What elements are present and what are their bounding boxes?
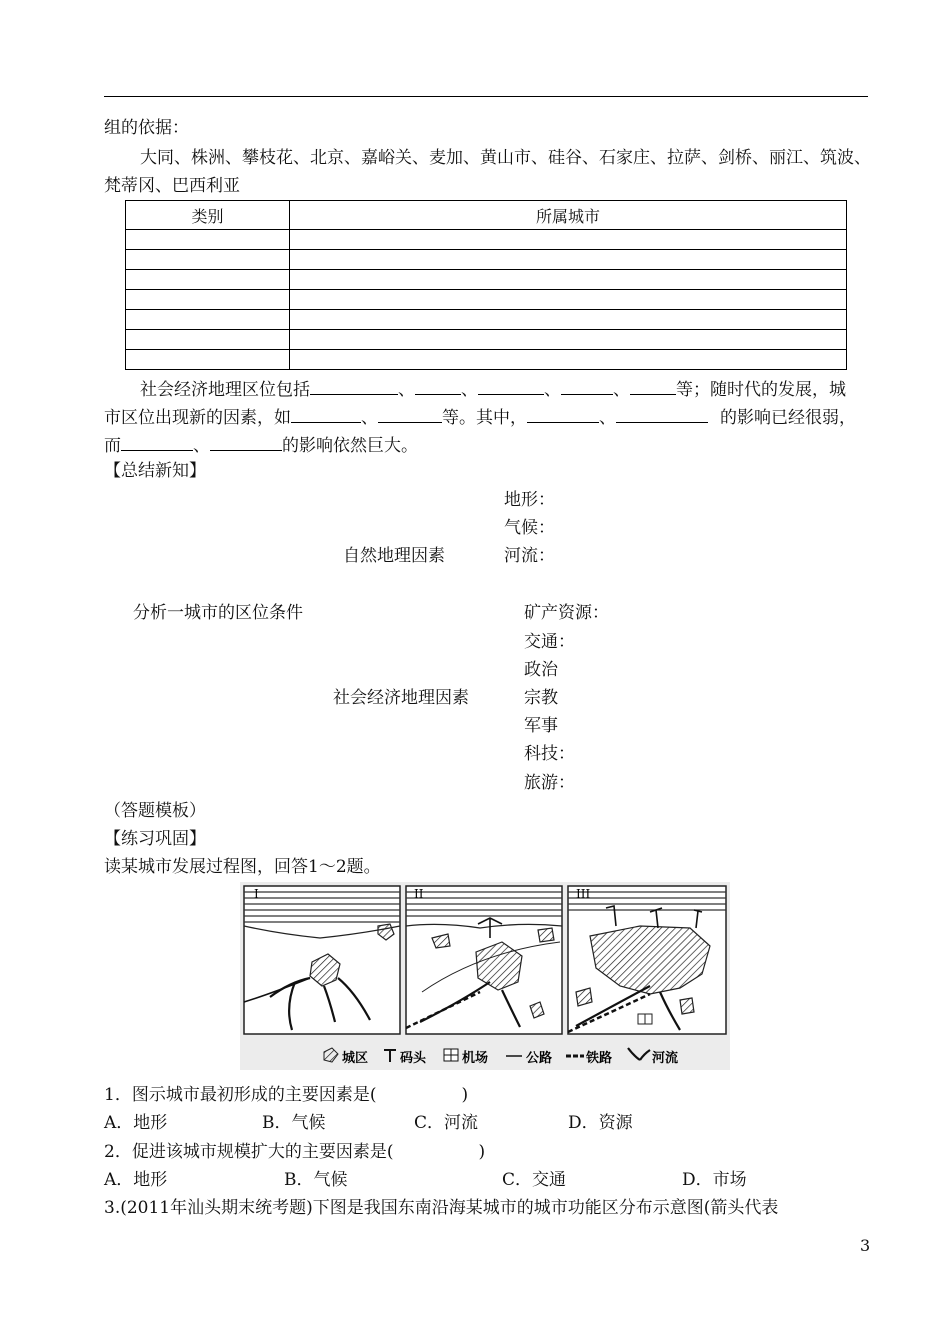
question-1: 1．图示城市最初形成的主要因素是( ) bbox=[104, 1085, 469, 1105]
intro-line: 组的依据： bbox=[104, 118, 189, 138]
factor-religion: 宗教 bbox=[524, 688, 558, 708]
panel-2 bbox=[406, 886, 562, 1034]
summary-heading: 【总结新知】 bbox=[104, 461, 206, 481]
table-row bbox=[126, 330, 847, 350]
question-3: 3.(2011年汕头期末统考题)下图是我国东南沿海某城市的城市功能区分布示意图(箭头代表 bbox=[104, 1198, 779, 1218]
header-rule bbox=[104, 96, 868, 97]
analyze-title: 分析一城市的区位条件 bbox=[133, 603, 303, 623]
practice-intro: 读某城市发展过程图，回答1～2题。 bbox=[104, 857, 381, 877]
legend-airport: 机场 bbox=[462, 1051, 489, 1066]
panel-1 bbox=[244, 886, 400, 1034]
factor-transport: 交通： bbox=[524, 632, 575, 652]
natural-factors: 自然地理因素 bbox=[343, 546, 445, 566]
factor-mineral: 矿产资源： bbox=[524, 603, 609, 623]
legend-road: 公路 bbox=[526, 1051, 553, 1066]
q1-option-b: B．气候 bbox=[262, 1113, 326, 1133]
table-row bbox=[126, 290, 847, 310]
panel-3-label: III bbox=[576, 887, 591, 901]
q1-option-a: A．地形 bbox=[104, 1113, 168, 1133]
q1-option-d: D．资源 bbox=[568, 1113, 633, 1133]
legend-dock: 码头 bbox=[400, 1051, 427, 1066]
legend-urban: 城区 bbox=[342, 1051, 369, 1066]
cities-line-2: 梵蒂冈、巴西利亚 bbox=[104, 176, 240, 196]
city-development-figure bbox=[240, 882, 730, 1070]
question-2: 2．促进该城市规模扩大的主要因素是( ) bbox=[104, 1142, 486, 1162]
q2-option-c: C．交通 bbox=[502, 1170, 567, 1190]
legend-river: 河流 bbox=[652, 1051, 679, 1066]
table-row bbox=[126, 270, 847, 290]
panel-1-label: I bbox=[254, 887, 259, 901]
fill-line-3: 而 、 的影响依然巨大。 bbox=[104, 432, 418, 458]
factor-river: 河流： bbox=[504, 546, 555, 566]
factor-tourism: 旅游： bbox=[524, 773, 575, 793]
table-header-cities: 所属城市 bbox=[290, 201, 847, 230]
factor-terrain: 地形： bbox=[504, 490, 555, 510]
panel-3 bbox=[568, 886, 726, 1034]
table-header-category: 类别 bbox=[126, 201, 290, 230]
q1-option-c: C．河流 bbox=[414, 1113, 479, 1133]
fill-line-1: 社会经济地理区位包括 、 、 、 、 等；随时代的发展，城 bbox=[140, 376, 846, 402]
fill-line-2: 市区位出现新的因素，如 、 等。其中， 、 的影响已经很弱， bbox=[104, 404, 856, 430]
factor-tech: 科技： bbox=[524, 744, 575, 764]
factor-politics: 政治 bbox=[524, 660, 558, 680]
practice-heading: 【练习巩固】 bbox=[104, 829, 206, 849]
table-row bbox=[126, 250, 847, 270]
panel-2-label: II bbox=[414, 887, 424, 901]
factor-military: 军事 bbox=[524, 716, 558, 736]
q2-option-b: B．气候 bbox=[284, 1170, 348, 1190]
page-number: 3 bbox=[860, 1236, 871, 1255]
city-table bbox=[125, 200, 847, 370]
q2-option-d: D．市场 bbox=[682, 1170, 747, 1190]
table-row bbox=[126, 310, 847, 330]
cities-line-1: 大同、株洲、攀枝花、北京、嘉峪关、麦加、黄山市、硅谷、石家庄、拉萨、剑桥、丽江、筑波、 bbox=[140, 148, 871, 168]
table-row bbox=[126, 230, 847, 250]
legend-railway: 铁路 bbox=[586, 1051, 613, 1066]
table-row bbox=[126, 350, 847, 370]
social-factors: 社会经济地理因素 bbox=[333, 688, 469, 708]
factor-climate: 气候： bbox=[504, 518, 555, 538]
answer-template: （答题模板） bbox=[104, 801, 206, 821]
q2-option-a: A．地形 bbox=[104, 1170, 168, 1190]
